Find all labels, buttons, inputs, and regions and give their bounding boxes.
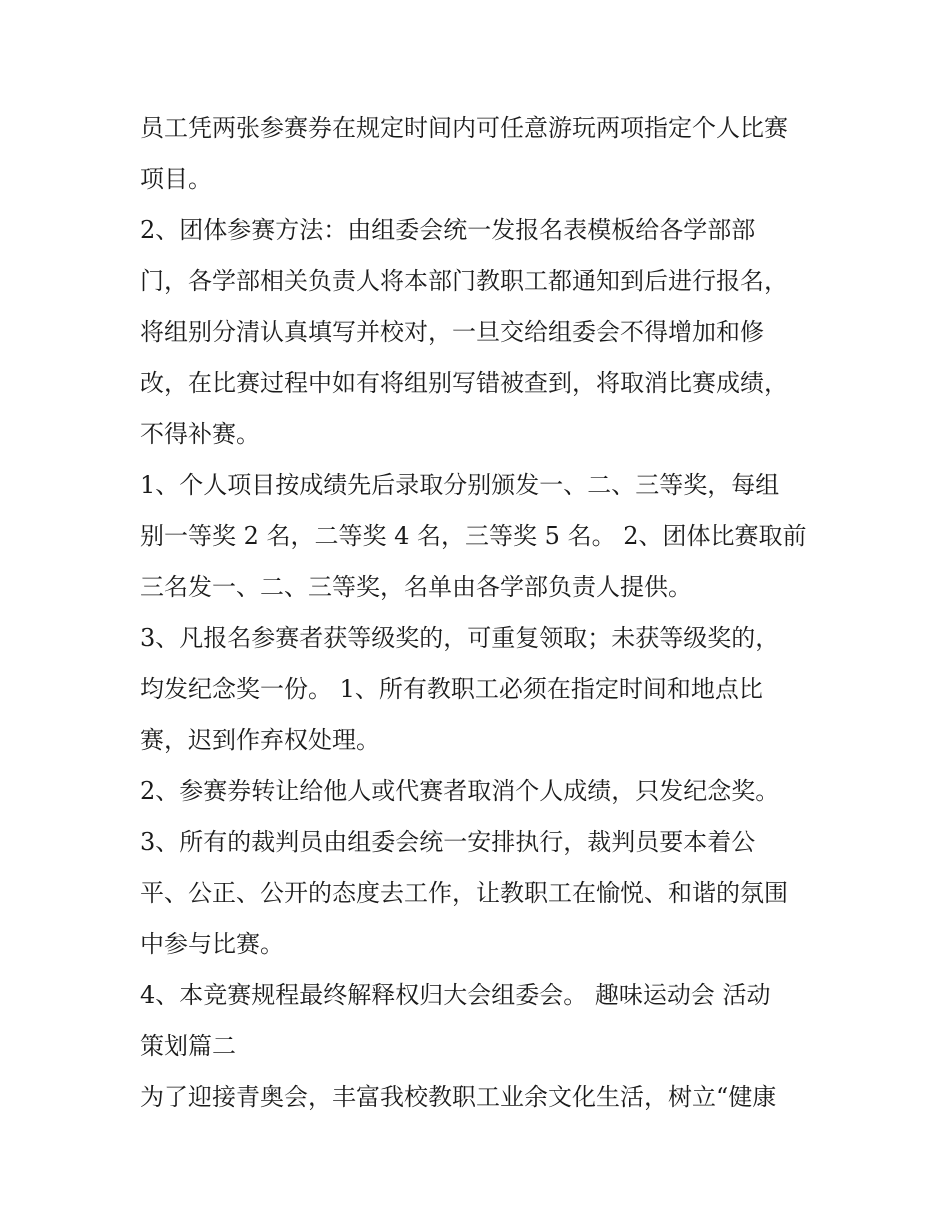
text-line: 中参与比赛。 (140, 930, 284, 958)
text-line: 4、本竞赛规程最终解释权归大会组委会。 趣味运动会 活动 (140, 981, 771, 1009)
text-line: 2、团体参赛方法：由组委会统一发报名表模板给各学部部 (140, 216, 756, 244)
text-line: 门，各学部相关负责人将本部门教职工都通知到后进行报名， (140, 267, 788, 295)
text-line: 为了迎接青奥会，丰富我校教职工业余文化生活，树立“健康 (140, 1083, 777, 1111)
text-line: 3、凡报名参赛者获等级奖的，可重复领取；未获等级奖的， (140, 624, 780, 652)
text-line: 1、个人项目按成绩先后录取分别颁发一、二、三等奖，每组 (140, 471, 780, 499)
text-line: 员工凭两张参赛券在规定时间内可任意游玩两项指定个人比赛 (140, 114, 788, 142)
text-line: 3、所有的裁判员由组委会统一安排执行，裁判员要本着公 (140, 828, 756, 856)
text-line: 策划篇二 (140, 1032, 236, 1060)
text-line: 均发纪念奖一份。 1、所有教职工必须在指定时间和地点比 (140, 675, 763, 703)
text-line: 改，在比赛过程中如有将组别写错被查到，将取消比赛成绩， (140, 369, 788, 397)
text-line: 三名发一、二、三等奖，名单由各学部负责人提供。 (140, 573, 692, 601)
text-line: 赛，迟到作弃权处理。 (140, 726, 380, 754)
text-line: 将组别分清认真填写并校对，一旦交给组委会不得增加和修 (140, 318, 764, 346)
text-line: 不得补赛。 (140, 420, 260, 448)
text-line: 项目。 (140, 165, 212, 193)
document-body (140, 103, 820, 1123)
text-line: 2、参赛券转让给他人或代赛者取消个人成绩，只发纪念奖。 (140, 777, 780, 805)
text-line: 别一等奖 2 名，二等奖 4 名，三等奖 5 名。 2、团体比赛取前 (140, 522, 807, 550)
text-line: 平、公正、公开的态度去工作，让教职工在愉悦、和谐的氛围 (140, 879, 788, 907)
